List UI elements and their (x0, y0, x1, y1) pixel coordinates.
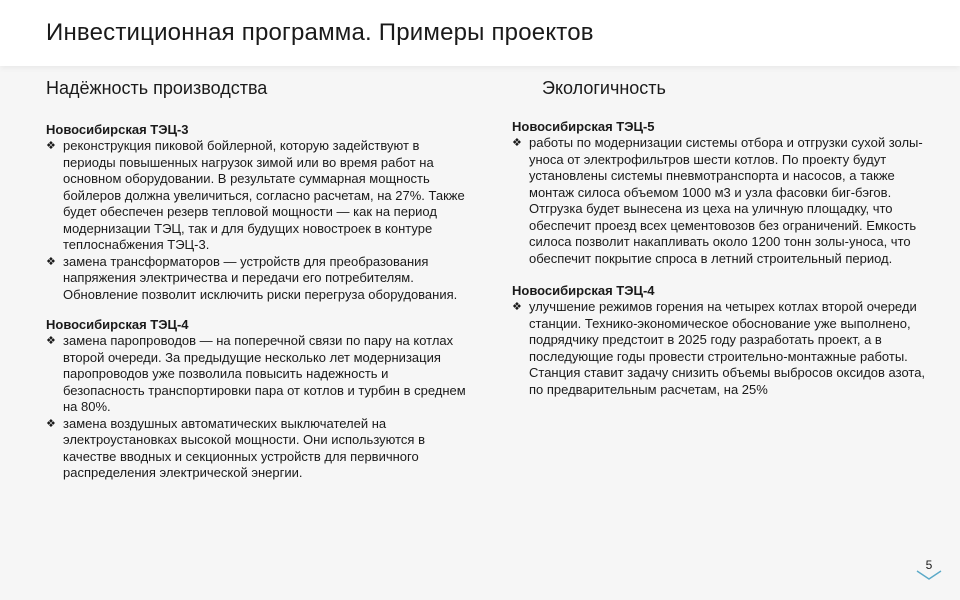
list-item (46, 416, 466, 482)
list-item-text: замена воздушных автоматических выключателей на электроустановках высокой мощности. Они используются в качестве вводных и секционных устройств для первичного распределения электрической энергии. (63, 415, 425, 480)
list-item (46, 254, 466, 304)
right-heading: Экологичность (542, 78, 666, 98)
list-item-text: замена паропроводов — на поперечной связи по пару на котлах второй очереди. За предыдущие несколько лет модернизация паропроводов уже позволила повысить надежность и безопасность транспортировки пара от котлов и турбин в среднем на 80%. (63, 333, 466, 414)
left-heading: Надёжность производства (46, 78, 268, 98)
diamond-bullet-icon: ❖ (512, 137, 522, 149)
list-item-text: реконструкция пиковой бойлерной, которую задействуют в периоды повышенных нагрузок зимой или во время работ на основном оборудовании. В результате суммарная мощность бойлеров должна увеличиться, согласно расчетам, на 27%. Также будет обеспечен резерв тепловой мощности — как на период модернизации ТЭЦ, так и для будущих новостроек в контуре теплоснабжения ТЭЦ-3. (63, 138, 465, 252)
slide-title: Инвестиционная программа. Примеры проектов (46, 19, 594, 46)
list-item (46, 333, 466, 416)
page-number-badge (916, 554, 942, 580)
section-tec5-ecology (512, 119, 930, 267)
list-item (46, 138, 466, 254)
left-column (46, 74, 466, 482)
diamond-bullet-icon: ❖ (46, 255, 56, 268)
diamond-bullet-icon: ❖ (46, 417, 56, 430)
section-title: Новосибирская ТЭЦ-4 (46, 317, 189, 332)
list-item (512, 135, 930, 267)
section-tec4-reliability (46, 317, 466, 482)
list-item-text: работы по модернизации системы отбора и отгрузки сухой золы-уноса от электрофильтров шести котлов. По проекту будут установлены системы пневмотранспорта и насосов, а также монтаж силоса объемом 1000 м3 и узла фасовки биг-бэгов. Отгрузка будет вынесена из цеха на уличную площадку, что обеспечит проезд всех цементовозов без ограничений. Емкость силоса позволит накапливать около 1200 тонн золы-уноса, что обеспечит покрытие спроса в летний строительный период. (529, 135, 923, 266)
section-title: Новосибирская ТЭЦ-3 (46, 122, 189, 137)
diamond-bullet-icon: ❖ (46, 140, 56, 152)
diamond-bullet-icon: ❖ (46, 335, 56, 347)
right-column (512, 74, 930, 398)
page-number: 5 (925, 558, 933, 572)
list-item (512, 299, 930, 398)
slide-header (0, 0, 960, 66)
section-title: Новосибирская ТЭЦ-5 (512, 119, 655, 134)
section-tec4-ecology (512, 283, 930, 398)
diamond-bullet-icon: ❖ (512, 301, 522, 313)
list-item-text: улучшение режимов горения на четырех котлах второй очереди станции. Технико-экономическое обоснование уже выполнено, подрядчику предстоит в 2025 году разработать проект, а в последующие годы провести строительно-монтажные работы. Станция ставит задачу снизить объемы выбросов оксидов азота, по предварительным расчетам, на 25% (529, 299, 926, 397)
section-tec3-reliability (46, 122, 466, 303)
list-item-text: замена трансформаторов — устройств для преобразования напряжения электричества и передачи его потребителям. Обновление позволит исключить риски перегруза оборудования. (63, 253, 458, 302)
section-title: Новосибирская ТЭЦ-4 (512, 283, 655, 298)
